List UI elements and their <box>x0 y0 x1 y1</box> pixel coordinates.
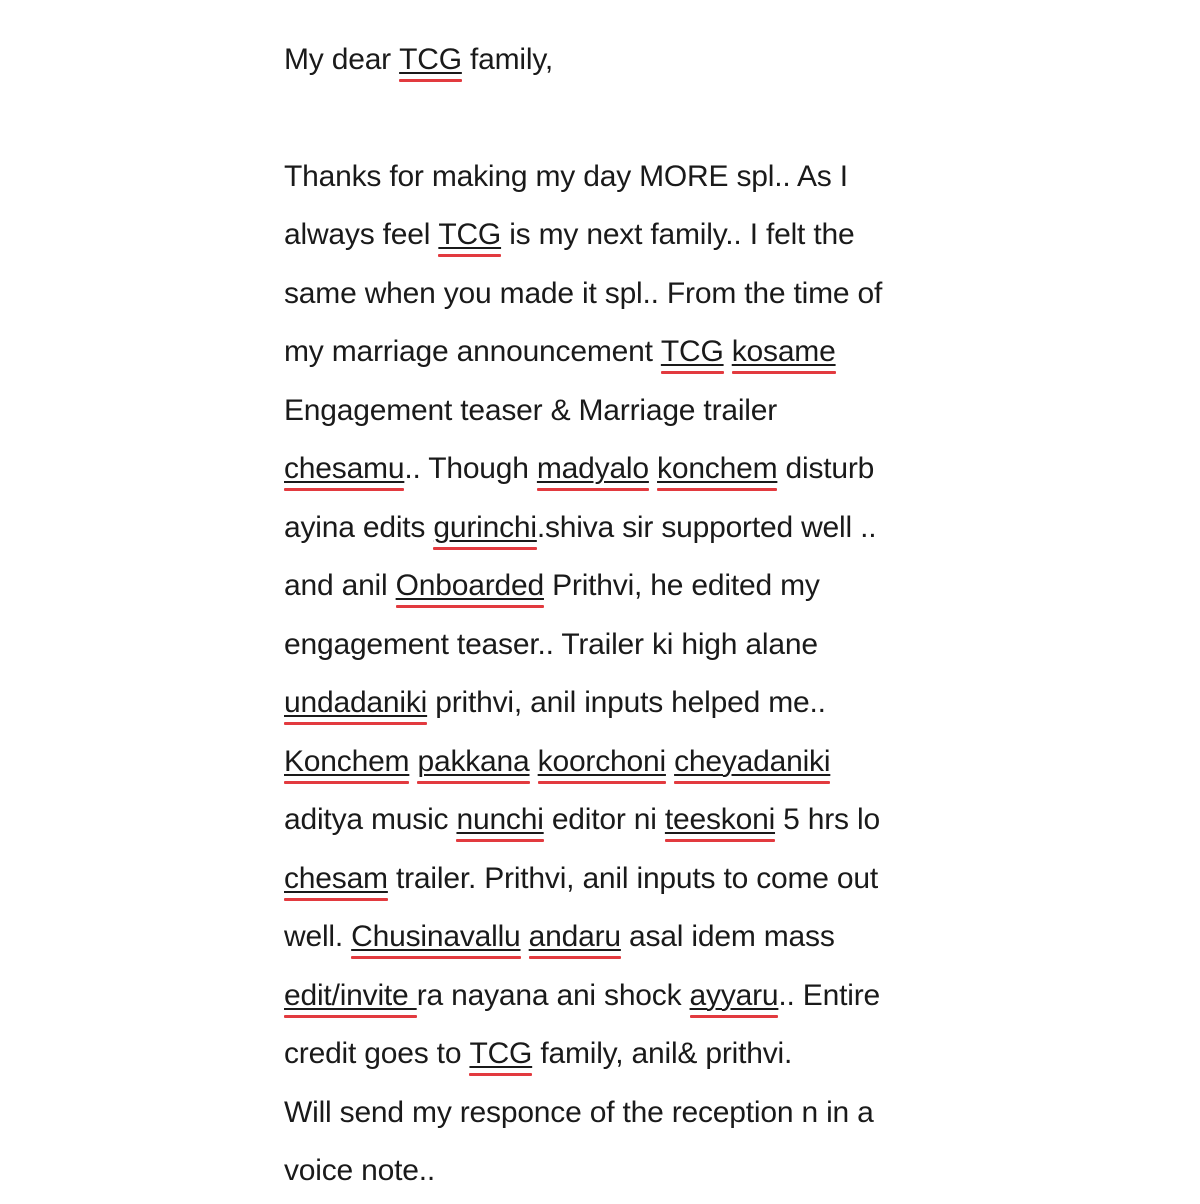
spellcheck-flagged-word[interactable]: cheyadaniki <box>674 736 830 788</box>
text-line <box>284 560 944 619</box>
text-run: aditya music <box>284 803 457 836</box>
text-line <box>284 911 944 970</box>
spellcheck-flagged-word[interactable]: kosame <box>732 326 836 378</box>
spellcheck-flagged-word[interactable]: Konchem <box>284 736 409 788</box>
spellcheck-flagged-word[interactable]: nunchi <box>456 794 543 846</box>
text-run: family, <box>461 43 554 76</box>
text-run: family, anil& prithvi. <box>532 1037 793 1070</box>
spellcheck-flagged-word[interactable]: Chusinavallu <box>351 911 520 963</box>
text-run <box>649 452 657 485</box>
text-run: and anil <box>284 569 396 602</box>
text-run <box>409 745 417 778</box>
text-line <box>284 151 944 210</box>
text-line <box>284 502 944 561</box>
text-run: well. <box>284 920 352 953</box>
spellcheck-flagged-word[interactable]: koorchoni <box>538 736 666 788</box>
text-run: My dear <box>284 43 400 76</box>
spellcheck-flagged-word[interactable]: chesam <box>284 853 388 905</box>
spellcheck-flagged-word[interactable]: TCG <box>661 326 724 378</box>
text-line <box>284 619 944 678</box>
text-run <box>521 920 529 953</box>
text-line <box>284 209 944 268</box>
text-run: trailer. Prithvi, anil inputs to come out <box>387 861 879 895</box>
spellcheck-flagged-word[interactable]: ayyaru <box>690 970 779 1022</box>
spellcheck-flagged-word[interactable]: TCG <box>399 34 462 86</box>
text-run: .. Though <box>404 452 537 485</box>
text-run: Thanks for making my day MORE spl.. As I <box>284 159 848 193</box>
text-run: my marriage announcement <box>284 335 661 368</box>
text-run: ayina edits <box>284 510 434 544</box>
spellcheck-flagged-word[interactable]: andaru <box>529 911 621 963</box>
text-run: voice note.. <box>284 1154 436 1187</box>
spellcheck-flagged-word[interactable]: chesamu <box>284 443 404 495</box>
text-line <box>284 268 944 327</box>
text-line <box>284 794 944 853</box>
text-run: prithvi, anil inputs helped me.. <box>427 686 826 719</box>
text-run: .. Entire <box>778 978 880 1012</box>
spellcheck-flagged-word[interactable]: madyalo <box>537 443 649 495</box>
text-line <box>284 677 944 736</box>
spellcheck-flagged-word[interactable]: edit/invite <box>284 970 417 1022</box>
text-run: Engagement teaser & Marriage trailer <box>284 393 778 427</box>
text-run: is my next family.. I felt the <box>501 218 855 251</box>
spellcheck-flagged-word[interactable]: gurinchi <box>433 502 536 554</box>
text-line <box>284 443 944 502</box>
text-run: same when you made it spl.. From the time of <box>284 276 883 310</box>
spellcheck-flagged-word[interactable]: konchem <box>657 443 777 495</box>
spellcheck-flagged-word[interactable]: teeskoni <box>665 794 775 846</box>
text-run <box>724 335 732 368</box>
text-line <box>284 970 944 1029</box>
text-run: always feel <box>284 218 439 251</box>
text-line <box>284 853 944 912</box>
blank-line <box>284 93 944 151</box>
text-run: ra nayana ani shock <box>416 978 690 1012</box>
text-run: disturb <box>777 452 875 485</box>
text-run: editor ni <box>543 803 665 836</box>
text-run: engagement teaser.. Trailer ki high alane <box>284 627 818 661</box>
text-line <box>284 736 944 795</box>
note-document <box>284 34 944 1204</box>
note-body <box>284 151 944 1204</box>
greeting-line <box>284 34 944 93</box>
text-line <box>284 1087 944 1146</box>
spellcheck-flagged-word[interactable]: Onboarded <box>396 560 544 612</box>
text-run: Prithvi, he edited my <box>543 569 820 602</box>
spellcheck-flagged-word[interactable]: pakkana <box>417 736 529 788</box>
text-run: Will send my responce of the reception n in a <box>284 1095 874 1129</box>
text-run: .shiva sir supported well .. <box>536 510 877 544</box>
text-line <box>284 326 944 385</box>
spellcheck-flagged-word[interactable]: TCG <box>469 1028 532 1080</box>
spellcheck-flagged-word[interactable]: TCG <box>438 209 501 261</box>
text-run <box>530 745 538 778</box>
text-run: credit goes to <box>284 1037 470 1070</box>
text-line <box>284 1028 944 1087</box>
text-line <box>284 385 944 444</box>
text-run <box>666 745 674 778</box>
text-run: 5 hrs lo <box>775 803 880 836</box>
text-run: asal idem mass <box>620 920 835 953</box>
spellcheck-flagged-word[interactable]: undadaniki <box>284 677 427 729</box>
text-line <box>284 1145 944 1204</box>
